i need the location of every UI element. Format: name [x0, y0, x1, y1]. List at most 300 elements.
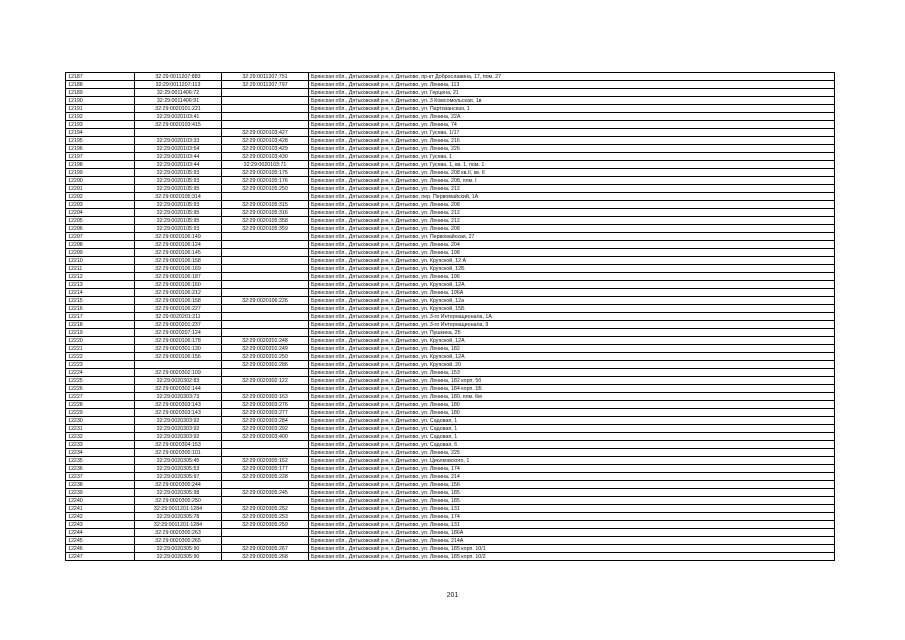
table-row [66, 297, 835, 305]
table-row [66, 457, 835, 465]
parent-cadastral-number-cell: 32:29:0020305:177 [222, 465, 309, 473]
row-number-cell: 12191 [66, 105, 135, 113]
cadastral-number-cell: 32:29:0020303:92 [135, 417, 222, 425]
address-cell: Брянская обл., Дятьковский р-н, г. Дятьково, ул. Первомайская, 27 [309, 233, 835, 241]
row-number-cell: 12226 [66, 385, 135, 393]
parent-cadastral-number-cell [222, 369, 309, 377]
table-row [66, 361, 835, 369]
cadastral-number-cell: 32:29:0020103:44 [135, 153, 222, 161]
parent-cadastral-number-cell: 32:29:0020301:286 [222, 361, 309, 369]
table-row [66, 241, 835, 249]
parent-cadastral-number-cell [222, 449, 309, 457]
cadastral-number-cell: 32:29:0020105:93 [135, 201, 222, 209]
row-number-cell: 12209 [66, 249, 135, 257]
parent-cadastral-number-cell [222, 497, 309, 505]
row-number-cell: 12189 [66, 89, 135, 97]
cadastral-number-cell: 32:29:0020305:244 [135, 481, 222, 489]
cadastral-number-cell: 32:29:0011207:113 [135, 81, 222, 89]
table-row [66, 169, 835, 177]
cadastral-number-cell: 32:29:0011406:91 [135, 97, 222, 105]
address-cell: Брянская обл., Дятьковский р-н, г. Дятьково, ул. Ленина, 131 [309, 521, 835, 529]
row-number-cell: 12246 [66, 545, 135, 553]
address-cell: Брянская обл., Дятьковский р-н, г. Дятьково, ул. Садовая, 1 [309, 417, 835, 425]
parent-cadastral-number-cell: 32:29:0020305:268 [222, 553, 309, 561]
address-cell: Брянская обл., Дятьковский р-н, г. Дятьково, ул. Крупской, 12Б [309, 265, 835, 273]
cadastral-number-cell: 32:29:0020303:73 [135, 393, 222, 401]
address-cell: Брянская обл., Дятьковский р-н, г. Дятьково, ул. Садовая, 1 [309, 433, 835, 441]
row-number-cell: 12221 [66, 345, 135, 353]
cadastral-number-cell: 32:29:0020105:314 [135, 193, 222, 201]
table-row [66, 385, 835, 393]
row-number-cell: 12222 [66, 353, 135, 361]
parent-cadastral-number-cell: 32:29:0020105:358 [222, 217, 309, 225]
parent-cadastral-number-cell [222, 305, 309, 313]
address-cell: Брянская обл., Дятьковский р-н, г. Дятьково, ул. Партизанская, 1 [309, 105, 835, 113]
address-cell: Брянская обл., Дятьковский р-н, г. Дятьково, ул. Ленина, 74 [309, 121, 835, 129]
address-cell: Брянская обл., Дятьковский р-н, г. Дятьково, ул. 3-го Интернационала, 1А [309, 313, 835, 321]
cadastral-number-cell: 32:29:0020305:53 [135, 465, 222, 473]
cadastral-number-cell: 32:29:0020305:97 [135, 473, 222, 481]
row-number-cell: 12236 [66, 465, 135, 473]
table-row [66, 465, 835, 473]
row-number-cell: 12225 [66, 377, 135, 385]
row-number-cell: 12202 [66, 193, 135, 201]
cadastral-number-cell: 32:29:0020103:44 [135, 161, 222, 169]
address-cell: Брянская обл., Дятьковский р-н, г. Дятьково, ул. Ленина, 22А [309, 113, 835, 121]
table-row [66, 353, 835, 361]
cadastral-number-cell: 32:29:0020106:160 [135, 281, 222, 289]
row-number-cell: 12205 [66, 217, 135, 225]
row-number-cell: 12215 [66, 297, 135, 305]
table-row [66, 337, 835, 345]
row-number-cell: 12220 [66, 337, 135, 345]
cadastral-number-cell: 32:29:0011201:1284 [135, 521, 222, 529]
address-cell: Брянская обл., Дятьковский р-н, г. Дятьково, ул. Крупской, 12А [309, 337, 835, 345]
address-cell: Брянская обл., Дятьковский р-н, г. Дятьково, ул. Ленина, 184 корп. 1Б [309, 385, 835, 393]
table-row [66, 321, 835, 329]
table-row [66, 249, 835, 257]
row-number-cell: 12219 [66, 329, 135, 337]
table-row [66, 281, 835, 289]
table-row [66, 545, 835, 553]
parent-cadastral-number-cell: 32:29:0020105:359 [222, 225, 309, 233]
row-number-cell: 12192 [66, 113, 135, 121]
cadastral-number-cell: 32:29:0020106:227 [135, 305, 222, 313]
cadastral-number-cell: 32:29:0020305:90 [135, 545, 222, 553]
address-cell: Брянская обл., Дятьковский р-н, г. Дятьково, ул. Ленина, 212 [309, 209, 835, 217]
address-cell: Брянская обл., Дятьковский р-н, г. Дятьково, ул. Садовая, 1 [309, 425, 835, 433]
row-number-cell: 12233 [66, 441, 135, 449]
parent-cadastral-number-cell [222, 529, 309, 537]
parent-cadastral-number-cell: 32:29:0020303:400 [222, 433, 309, 441]
table-row [66, 89, 835, 97]
table-row [66, 217, 835, 225]
row-number-cell: 12235 [66, 457, 135, 465]
cadastral-number-cell: 32:29:0020105:95 [135, 185, 222, 193]
parent-cadastral-number-cell [222, 273, 309, 281]
table-row [66, 265, 835, 273]
parent-cadastral-number-cell: 32:29:0020303:276 [222, 401, 309, 409]
table-row [66, 537, 835, 545]
row-number-cell: 12242 [66, 513, 135, 521]
cadastral-number-cell: 32:29:0020305:101 [135, 449, 222, 457]
address-cell: Брянская обл., Дятьковский р-н, г. Дятьково, ул. Ленина, 180, пом. 6м [309, 393, 835, 401]
cadastral-number-cell: 32:29:0020101:221 [135, 105, 222, 113]
row-number-cell: 12232 [66, 433, 135, 441]
table-row [66, 145, 835, 153]
row-number-cell: 12239 [66, 489, 135, 497]
table-row [66, 393, 835, 401]
row-number-cell: 12240 [66, 497, 135, 505]
cadastral-number-cell: 32:29:0020207:124 [135, 329, 222, 337]
parent-cadastral-number-cell: 32:29:0020103:427 [222, 129, 309, 137]
address-cell: Брянская обл., Дятьковский р-н, г. Дятьково, ул. Ленина, 204 [309, 241, 835, 249]
row-number-cell: 12204 [66, 209, 135, 217]
address-cell: Брянская обл., Дятьковский р-н, г. Дятьково, ул. Ленина, 185 [309, 497, 835, 505]
row-number-cell: 12212 [66, 273, 135, 281]
row-number-cell: 12199 [66, 169, 135, 177]
cadastral-number-cell: 32:29:0020201:237 [135, 321, 222, 329]
address-cell: Брянская обл., Дятьковский р-н, г. Дятьково, ул. Ленина, 208 [309, 225, 835, 233]
address-cell: Брянская обл., Дятьковский р-н, г. Дятьково, ул. Ленина, 153 [309, 369, 835, 377]
row-number-cell: 12198 [66, 161, 135, 169]
row-number-cell: 12194 [66, 129, 135, 137]
table-row [66, 329, 835, 337]
cadastral-number-cell: 32:29:0020304:153 [135, 441, 222, 449]
address-cell: Брянская обл., Дятьковский р-н, г. Дятьково, ул. Крупской, 15Б [309, 305, 835, 313]
row-number-cell: 12228 [66, 401, 135, 409]
parent-cadastral-number-cell: 32:29:0020103:428 [222, 137, 309, 145]
address-cell: Брянская обл., Дятьковский р-н, г. Дятьково, ул. Ленина, 226 [309, 145, 835, 153]
table-row [66, 481, 835, 489]
parent-cadastral-number-cell: 32:29:0020103:429 [222, 145, 309, 153]
address-cell: Брянская обл., Дятьковский р-н, г. Дятьково, ул. Ленина, 185 корп. 10/2 [309, 553, 835, 561]
row-number-cell: 12201 [66, 185, 135, 193]
row-number-cell: 12247 [66, 553, 135, 561]
table-row [66, 505, 835, 513]
parent-cadastral-number-cell [222, 249, 309, 257]
cadastral-number-cell: 32:29:0020302:109 [135, 369, 222, 377]
table-row [66, 289, 835, 297]
address-cell: Брянская обл., Дятьковский р-н, г. Дятьково, ул. Гусева, 1, кв. 1, пом. 1 [309, 161, 835, 169]
cadastral-number-cell: 32:29:0020105:93 [135, 177, 222, 185]
row-number-cell: 12223 [66, 361, 135, 369]
table-row [66, 225, 835, 233]
parent-cadastral-number-cell [222, 537, 309, 545]
address-cell: Брянская обл., Дятьковский р-н, г. Дятьково, ул. Ленина, 174 [309, 465, 835, 473]
cadastral-number-cell: 32:29:0020105:93 [135, 169, 222, 177]
table-row [66, 529, 835, 537]
table-row [66, 97, 835, 105]
table-row [66, 233, 835, 241]
cadastral-number-cell [135, 361, 222, 369]
row-number-cell: 12200 [66, 177, 135, 185]
address-cell: Брянская обл., Дятьковский р-н, г. Дятьково, ул. Ленина, 208 кв.II, кв. II [309, 169, 835, 177]
address-cell: Брянская обл., Дятьковский р-н, г. Дятьково, ул. Садовая, 6 [309, 441, 835, 449]
parent-cadastral-number-cell: 32:29:0020305:245 [222, 489, 309, 497]
table-row [66, 153, 835, 161]
cadastral-number-cell: 32:29:0020105:93 [135, 225, 222, 233]
address-cell: Брянская обл., Дятьковский р-н, г. Дятьково, ул. Ленина, 208 [309, 201, 835, 209]
row-number-cell: 12195 [66, 137, 135, 145]
address-cell: Брянская обл., Дятьковский р-н, г. Дятьково, ул. Ленина, 156 [309, 481, 835, 489]
row-number-cell: 12230 [66, 417, 135, 425]
parent-cadastral-number-cell: 32:29:0020201:250 [222, 353, 309, 361]
parent-cadastral-number-cell: 32:29:0020106:226 [222, 297, 309, 305]
row-number-cell: 12197 [66, 153, 135, 161]
register-table-body [66, 73, 835, 561]
table-row [66, 257, 835, 265]
address-cell: Брянская обл., Дятьковский р-н, г. Дятьково, ул. Ленина, 186А [309, 529, 835, 537]
cadastral-number-cell: 32:29:0020201:211 [135, 313, 222, 321]
parent-cadastral-number-cell [222, 97, 309, 105]
table-row [66, 185, 835, 193]
address-cell: Брянская обл., Дятьковский р-н, г. Дятьково, ул. Ленина, 113 [309, 81, 835, 89]
parent-cadastral-number-cell [222, 481, 309, 489]
register-table [65, 72, 835, 561]
parent-cadastral-number-cell: 32:29:0020305:253 [222, 513, 309, 521]
cadastral-number-cell: 32:29:0020103:41 [135, 113, 222, 121]
row-number-cell: 12208 [66, 241, 135, 249]
parent-cadastral-number-cell: 32:29:0020105:175 [222, 169, 309, 177]
cadastral-number-cell: 32:29:0020106:158 [135, 297, 222, 305]
cadastral-number-cell: 32:29:0020302:144 [135, 385, 222, 393]
parent-cadastral-number-cell [222, 281, 309, 289]
parent-cadastral-number-cell [222, 329, 309, 337]
table-row [66, 513, 835, 521]
cadastral-number-cell: 32:29:0020106:187 [135, 273, 222, 281]
row-number-cell: 12237 [66, 473, 135, 481]
address-cell: Брянская обл., Дятьковский р-н, г. Дятьково, ул. Пушкина, 25 [309, 329, 835, 337]
parent-cadastral-number-cell: 32:29:0011207:751 [222, 73, 309, 81]
parent-cadastral-number-cell [222, 321, 309, 329]
parent-cadastral-number-cell: 32:29:0020201:249 [222, 345, 309, 353]
table-row [66, 521, 835, 529]
parent-cadastral-number-cell: 32:29:0020305:259 [222, 521, 309, 529]
parent-cadastral-number-cell: 32:29:0020303:277 [222, 409, 309, 417]
address-cell: Брянская обл., Дятьковский р-н, г. Дятьково, ул. Крупской, 12А [309, 281, 835, 289]
row-number-cell: 12203 [66, 201, 135, 209]
cadastral-number-cell: 32:29:0020103:33 [135, 137, 222, 145]
parent-cadastral-number-cell [222, 441, 309, 449]
address-cell: Брянская обл., Дятьковский р-н, г. Дятьково, ул. Циолковского, 1 [309, 457, 835, 465]
table-row [66, 489, 835, 497]
row-number-cell: 12218 [66, 321, 135, 329]
cadastral-number-cell: 32:29:0020103:54 [135, 145, 222, 153]
address-cell: Брянская обл., Дятьковский р-н, г. Дятьково, ул. Ленина, 225 [309, 449, 835, 457]
parent-cadastral-number-cell [222, 241, 309, 249]
cadastral-number-cell: 32:29:0020302:83 [135, 377, 222, 385]
parent-cadastral-number-cell: 32:29:0020105:316 [222, 209, 309, 217]
cadastral-number-cell: 32:29:0020106:178 [135, 337, 222, 345]
table-row [66, 313, 835, 321]
parent-cadastral-number-cell [222, 385, 309, 393]
parent-cadastral-number-cell: 32:29:0020303:292 [222, 425, 309, 433]
cadastral-number-cell: 32:29:0020305:263 [135, 529, 222, 537]
row-number-cell: 12244 [66, 529, 135, 537]
row-number-cell: 12224 [66, 369, 135, 377]
address-cell: Брянская обл., Дятьковский р-н, г. Дятьково, ул. Ленина, 214А [309, 537, 835, 545]
table-row [66, 129, 835, 137]
address-cell: Брянская обл., Дятьковский р-н, г. Дятьково, ул. Ленина, 182 корп. 5б [309, 377, 835, 385]
table-row [66, 433, 835, 441]
register-table-container [65, 72, 835, 561]
row-number-cell: 12193 [66, 121, 135, 129]
table-row [66, 473, 835, 481]
parent-cadastral-number-cell: 32:29:0020103:71 [222, 161, 309, 169]
cadastral-number-cell: 32:29:0020106:124 [135, 241, 222, 249]
address-cell: Брянская обл., Дятьковский р-н, г. Дятьково, ул. Крупской, 12а [309, 297, 835, 305]
row-number-cell: 12231 [66, 425, 135, 433]
address-cell: Брянская обл., Дятьковский р-н, г. Дятьково, ул. Ленина, 182 [309, 345, 835, 353]
row-number-cell: 12211 [66, 265, 135, 273]
table-row [66, 417, 835, 425]
table-row [66, 113, 835, 121]
cadastral-number-cell: 32:29:0020301:130 [135, 345, 222, 353]
parent-cadastral-number-cell: 32:29:0020105:250 [222, 185, 309, 193]
parent-cadastral-number-cell: 32:29:0020201:248 [222, 337, 309, 345]
cadastral-number-cell: 32:29:0020305:98 [135, 489, 222, 497]
row-number-cell: 12229 [66, 409, 135, 417]
cadastral-number-cell: 32:29:0020106:212 [135, 289, 222, 297]
table-row [66, 193, 835, 201]
address-cell: Брянская обл., Дятьковский р-н, г. Дятьково, ул. Ленина, 180 [309, 409, 835, 417]
address-cell: Брянская обл., Дятьковский р-н, г. Дятьково, ул. Крупской, 12А [309, 353, 835, 361]
cadastral-number-cell: 32:29:0020106:169 [135, 265, 222, 273]
parent-cadastral-number-cell: 32:29:0020305:152 [222, 457, 309, 465]
address-cell: Брянская обл., Дятьковский р-н, г. Дятьково, ул. Ленина, 174 [309, 513, 835, 521]
table-row [66, 553, 835, 561]
cadastral-number-cell: 32:29:0011207:883 [135, 73, 222, 81]
address-cell: Брянская обл., Дятьковский р-н, г. Дятьково, ул. Гусева, 1 [309, 153, 835, 161]
cadastral-number-cell: 32:29:0020305:45 [135, 457, 222, 465]
cadastral-number-cell: 32:29:0020105:95 [135, 209, 222, 217]
parent-cadastral-number-cell [222, 113, 309, 121]
row-number-cell: 12245 [66, 537, 135, 545]
row-number-cell: 12216 [66, 305, 135, 313]
parent-cadastral-number-cell [222, 121, 309, 129]
parent-cadastral-number-cell: 32:29:0020303:163 [222, 393, 309, 401]
table-row [66, 201, 835, 209]
parent-cadastral-number-cell [222, 233, 309, 241]
address-cell: Брянская обл., Дятьковский р-н, г. Дятьково, пр-кт Доброславина, 17, пом. 27 [309, 73, 835, 81]
row-number-cell: 12187 [66, 73, 135, 81]
cadastral-number-cell: 32:29:0020106:149 [135, 233, 222, 241]
parent-cadastral-number-cell: 32:29:0020302:122 [222, 377, 309, 385]
cadastral-number-cell: 32:29:0020103:415 [135, 121, 222, 129]
cadastral-number-cell: 32:29:0020303:143 [135, 401, 222, 409]
table-row [66, 105, 835, 113]
parent-cadastral-number-cell: 32:29:0020105:315 [222, 201, 309, 209]
parent-cadastral-number-cell: 32:29:0011207:797 [222, 81, 309, 89]
table-row [66, 177, 835, 185]
cadastral-number-cell: 32:29:0020303:143 [135, 409, 222, 417]
row-number-cell: 12234 [66, 449, 135, 457]
table-row [66, 377, 835, 385]
table-row [66, 449, 835, 457]
address-cell: Брянская обл., Дятьковский р-н, г. Дятьково, ул. Ленина, 185 [309, 489, 835, 497]
table-row [66, 209, 835, 217]
row-number-cell: 12241 [66, 505, 135, 513]
parent-cadastral-number-cell [222, 193, 309, 201]
cadastral-number-cell: 32:29:0020106:156 [135, 353, 222, 361]
row-number-cell: 12190 [66, 97, 135, 105]
parent-cadastral-number-cell: 32:29:0020305:267 [222, 545, 309, 553]
cadastral-number-cell: 32:29:0020105:95 [135, 217, 222, 225]
cadastral-number-cell: 32:29:0020305:265 [135, 537, 222, 545]
address-cell: Брянская обл., Дятьковский р-н, г. Дятьково, ул. Ленина, 196А [309, 289, 835, 297]
table-row [66, 441, 835, 449]
parent-cadastral-number-cell [222, 289, 309, 297]
row-number-cell: 12238 [66, 481, 135, 489]
cadastral-number-cell: 32:29:0020106:145 [135, 249, 222, 257]
address-cell: Брянская обл., Дятьковский р-н, г. Дятьково, ул. 3-го Интернационала, 9 [309, 321, 835, 329]
address-cell: Брянская обл., Дятьковский р-н, г. Дятьково, ул. Гусева, 1/17 [309, 129, 835, 137]
address-cell: Брянская обл., Дятьковский р-н, г. Дятьково, ул. Ленина, 196 [309, 273, 835, 281]
row-number-cell: 12227 [66, 393, 135, 401]
parent-cadastral-number-cell: 32:29:0020305:252 [222, 505, 309, 513]
cadastral-number-cell: 32:29:0020303:92 [135, 433, 222, 441]
table-row [66, 137, 835, 145]
address-cell: Брянская обл., Дятьковский р-н, г. Дятьково, ул. Крупской, 20 [309, 361, 835, 369]
cadastral-number-cell: 32:29:0020106:158 [135, 257, 222, 265]
cadastral-number-cell [135, 129, 222, 137]
cadastral-number-cell: 32:29:0011201:1284 [135, 505, 222, 513]
cadastral-number-cell: 32:29:0020303:92 [135, 425, 222, 433]
row-number-cell: 12188 [66, 81, 135, 89]
table-row [66, 409, 835, 417]
address-cell: Брянская обл., Дятьковский р-н, г. Дятьково, ул. Крупской, 12 А [309, 257, 835, 265]
page-number: 201 [446, 592, 459, 599]
parent-cadastral-number-cell [222, 313, 309, 321]
parent-cadastral-number-cell [222, 257, 309, 265]
row-number-cell: 12207 [66, 233, 135, 241]
address-cell: Брянская обл., Дятьковский р-н, г. Дятьково, ул. Ленина, 131 [309, 505, 835, 513]
table-row [66, 425, 835, 433]
cadastral-number-cell: 32:29:0020305:90 [135, 553, 222, 561]
parent-cadastral-number-cell: 32:29:0020303:284 [222, 417, 309, 425]
parent-cadastral-number-cell: 32:29:0020103:430 [222, 153, 309, 161]
row-number-cell: 12196 [66, 145, 135, 153]
address-cell: Брянская обл., Дятьковский р-н, г. Дятьково, ул. Ленина, 198 [309, 249, 835, 257]
row-number-cell: 12213 [66, 281, 135, 289]
address-cell: Брянская обл., Дятьковский р-н, г. Дятьково, ул. Ленина, 212 [309, 217, 835, 225]
address-cell: Брянская обл., Дятьковский р-н, г. Дятьково, ул. Ленина, 208, пом. I [309, 177, 835, 185]
address-cell: Брянская обл., Дятьковский р-н, г. Дятьково, ул. 3 Комсомольская, 1в [309, 97, 835, 105]
table-row [66, 401, 835, 409]
table-row [66, 273, 835, 281]
row-number-cell: 12214 [66, 289, 135, 297]
row-number-cell: 12243 [66, 521, 135, 529]
cadastral-number-cell: 32:29:0020305:250 [135, 497, 222, 505]
table-row [66, 305, 835, 313]
table-row [66, 369, 835, 377]
address-cell: Брянская обл., Дятьковский р-н, г. Дятьково, ул. Ленина, 216 [309, 137, 835, 145]
parent-cadastral-number-cell [222, 265, 309, 273]
cadastral-number-cell: 32:29:0011406:72 [135, 89, 222, 97]
address-cell: Брянская обл., Дятьковский р-н, г. Дятьково, ул. Ленина, 185 корп. 10/1 [309, 545, 835, 553]
row-number-cell: 12210 [66, 257, 135, 265]
row-number-cell: 12206 [66, 225, 135, 233]
address-cell: Брянская обл., Дятьковский р-н, г. Дятьково, пер. Первомайский, 1А [309, 193, 835, 201]
table-row [66, 345, 835, 353]
parent-cadastral-number-cell: 32:29:0020305:228 [222, 473, 309, 481]
address-cell: Брянская обл., Дятьковский р-н, г. Дятьково, ул. Ленина, 212 [309, 185, 835, 193]
address-cell: Брянская обл., Дятьковский р-н, г. Дятьково, ул. Ленина, 214 [309, 473, 835, 481]
table-row [66, 81, 835, 89]
address-cell: Брянская обл., Дятьковский р-н, г. Дятьково, ул. Герцена, 21 [309, 89, 835, 97]
table-row [66, 497, 835, 505]
